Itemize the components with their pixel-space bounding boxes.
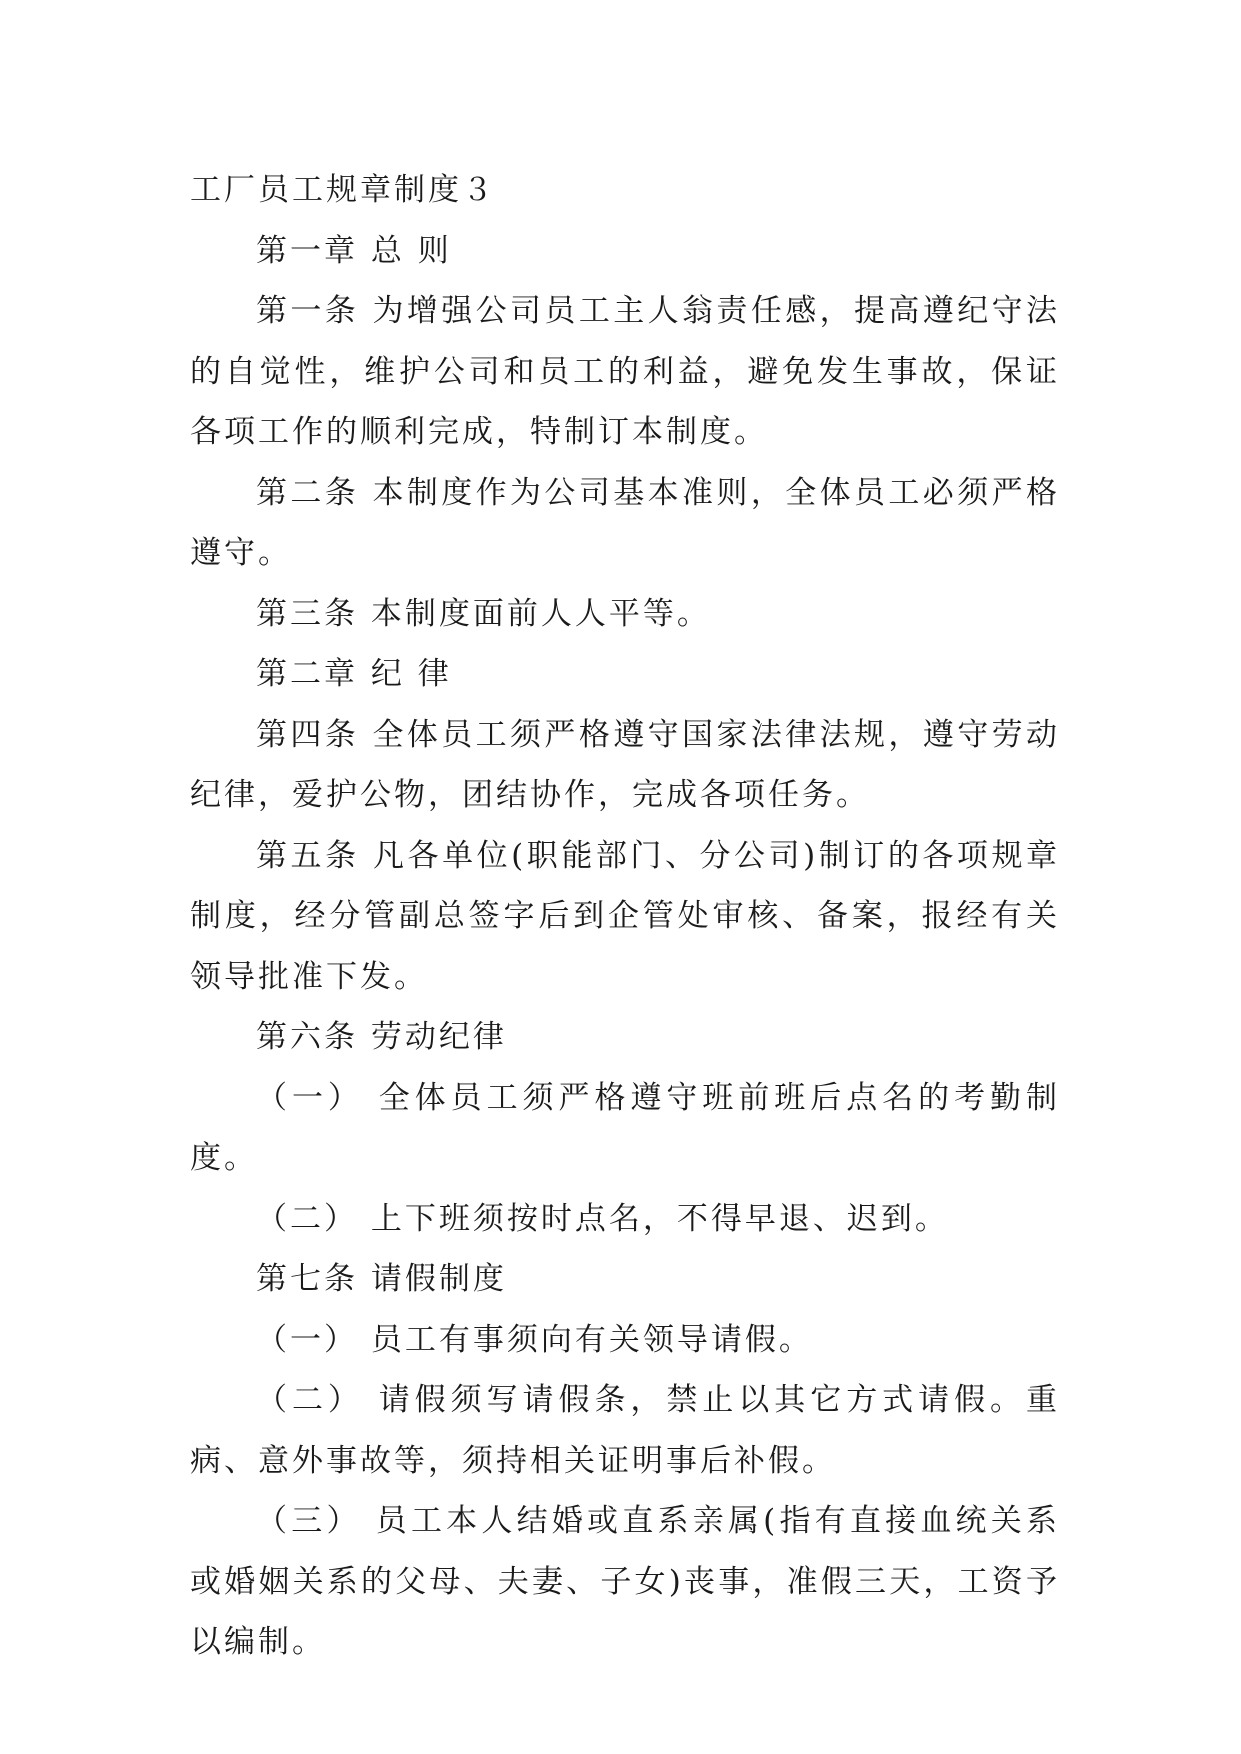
list-item: （一） 全体员工须严格遵守班前班后点名的考勤制度。 [190, 1079, 1060, 1176]
document-body [190, 160, 1060, 1673]
article-paragraph: 第一条 为增强公司员工主人翁责任感，提高遵纪守法的自觉性，维护公司和员工的利益，避免发生事故，保证各项工作的顺利完成，特制订本制度。 [190, 293, 1060, 450]
article-paragraph: 第五条 凡各单位(职能部门、分公司)制订的各项规章制度，经分管副总签字后到企管处审核、备案，报经有关领导批准下发。 [190, 837, 1060, 995]
article-paragraph: 第四条 全体员工须严格遵守国家法律法规，遵守劳动纪律，爱护公物，团结协作，完成各项任务。 [190, 716, 1060, 813]
article-paragraph: 第二条 本制度作为公司基本准则，全体员工必须严格遵守。 [190, 474, 1060, 571]
article-paragraph: 第七条 请假制度 [256, 1261, 507, 1297]
list-item: （三） 员工本人结婚或直系亲属(指有直接血统关系或婚姻关系的父母、夫妻、子女)丧事，准假三天，工资予以编制。 [190, 1503, 1060, 1660]
chapter-heading: 第一章 总 则 [256, 232, 452, 269]
document-title: 工厂员工规章制度３ [190, 172, 496, 208]
list-item: （二） 请假须写请假条，禁止以其它方式请假。重病、意外事故等，须持相关证明事后补假。 [190, 1382, 1060, 1479]
article-paragraph: 第六条 劳动纪律 [256, 1019, 507, 1055]
article-paragraph: 第三条 本制度面前人人平等。 [256, 595, 711, 632]
chapter-heading: 第二章 纪 律 [256, 656, 452, 692]
list-item: （二） 上下班须按时点名，不得早退、迟到。 [256, 1200, 949, 1237]
list-item: （一） 员工有事须向有关领导请假。 [256, 1321, 813, 1358]
